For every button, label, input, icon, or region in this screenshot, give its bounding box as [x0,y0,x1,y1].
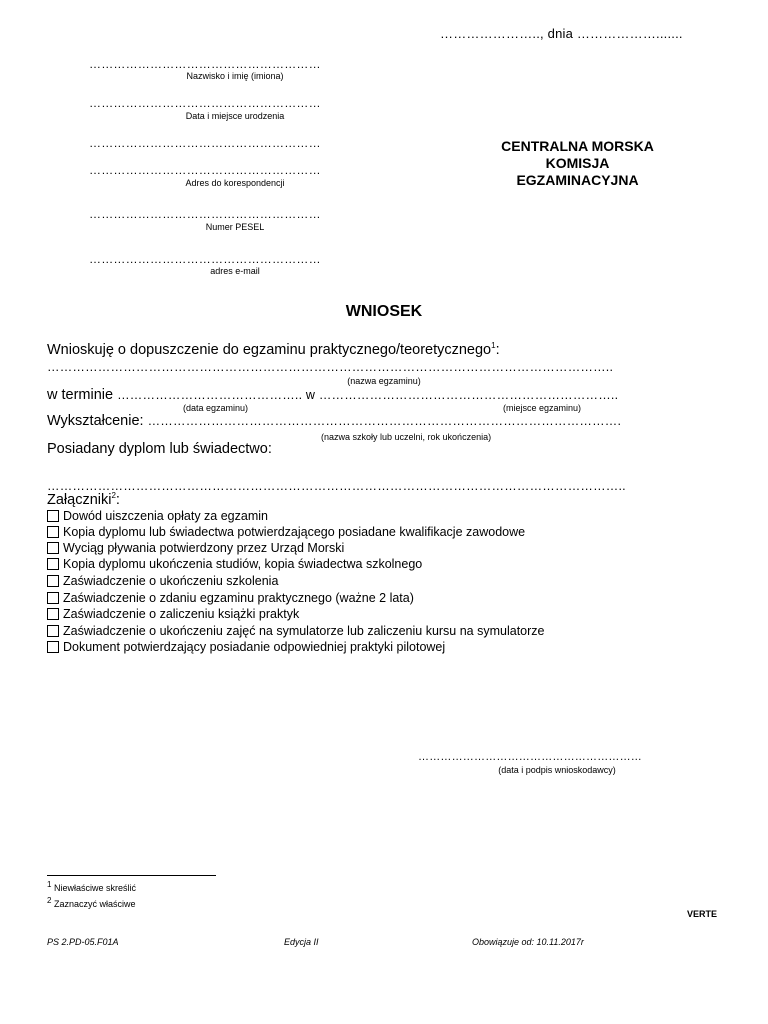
attachment-label: Zaświadczenie o ukończeniu zajęć na symulatorze lub zaliczeniu kursu na symulatorze [63,624,545,638]
attachment-item [47,639,445,655]
colon: : [115,491,120,508]
document-title: WNIOSEK [345,303,423,320]
attachment-item [47,524,525,540]
attachment-item [47,540,344,556]
attachment-checkbox[interactable] [47,625,59,637]
form-edition: Edycja II [284,937,319,947]
birth-label: Data i miejsce urodzenia [185,111,285,121]
education-row [47,413,621,429]
address-field-line1[interactable]: ………………………………………………… [89,136,321,150]
address-field-line2[interactable]: ………………………………………………… [89,163,321,177]
education-field[interactable]: …………………………………………………………………………………………………. [147,414,622,428]
request-text [47,341,500,358]
footnote-text: Niewłaściwe skreślić [53,883,136,893]
attachment-checkbox[interactable] [47,510,59,522]
attachment-checkbox[interactable] [47,592,59,604]
attachments-heading [47,491,120,508]
footnote-text: Zaznaczyć właściwe [53,899,136,909]
education-label: Wykształcenie: [47,413,144,429]
date-place-line[interactable]: ………………….., dnia ………………....... [440,26,683,41]
request-label: Wnioskuję o dopuszczenie do egzaminu praktycznego/teoretycznego [47,341,492,358]
name-field[interactable]: ………………………………………………… [89,57,321,71]
footnote-ref: 1 [491,341,496,350]
exam-date-caption: (data egzaminu) [183,403,249,413]
attachment-label: Kopia dyplomu lub świadectwa potwierdzającego posiadane kwalifikacje zawodowe [63,525,526,539]
recipient-line: KOMISJA [545,155,610,171]
footnote-2 [47,896,136,909]
name-label: Nazwisko i imię (imiona) [186,71,284,81]
attachment-checkbox[interactable] [47,608,59,620]
address-label: Adres do korespondencji [185,178,285,188]
pesel-label: Numer PESEL [205,222,265,232]
term-label: w terminie [47,387,114,403]
attachment-checkbox[interactable] [47,526,59,538]
attachment-checkbox[interactable] [47,575,59,587]
attachment-label: Kopia dyplomu ukończenia studiów, kopia świadectwa szkolnego [63,557,423,571]
attachment-label: Wyciąg pływania potwierdzony przez Urząd Morski [63,541,345,555]
footnote-ref: 2 [111,491,116,500]
pesel-field[interactable]: ………………………………………………… [89,207,321,221]
email-field[interactable]: ………………………………………………… [89,252,321,266]
birth-field[interactable]: ………………………………………………… [89,96,321,110]
attachment-label: Zaświadczenie o zaliczeniu książki praktyk [63,607,300,621]
attachment-checkbox[interactable] [47,542,59,554]
attachments-label: Załączniki [47,491,112,508]
colon: : [495,341,500,358]
attachment-item [47,606,299,622]
recipient-line: CENTRALNA MORSKA [501,138,654,154]
signature-caption: (data i podpis wnioskodawcy) [498,765,616,775]
verte-label: VERTE [687,909,718,919]
form-code: PS 2.PD-05.F01A [47,937,119,947]
attachment-item [47,556,422,572]
attachment-item [47,573,278,589]
recipient-address [470,138,685,189]
term-row [47,387,618,403]
attachment-checkbox[interactable] [47,641,59,653]
footnote-number: 1 [47,880,52,889]
education-caption: (nazwa szkoły lub uczelni, rok ukończenia) [321,432,492,442]
email-label: adres e-mail [210,266,260,276]
exam-name-field[interactable]: …………………………………………………………………………………………………………………….. [47,360,614,374]
footnote-1 [47,880,136,893]
recipient-line: EGZAMINACYJNA [516,172,639,188]
diploma-label: Posiadany dyplom lub świadectwo: [47,441,272,457]
form-valid-from: Obowiązuje od: 10.11.2017r [472,937,584,947]
signature-field[interactable]: …………………………………………………… [418,751,642,763]
attachment-label: Zaświadczenie o ukończeniu szkolenia [63,574,279,588]
term-fields[interactable]: …………………………………….. w …………………………………………………………….. [117,388,619,402]
attachment-label: Dowód uiszczenia opłaty za egzamin [63,509,268,523]
attachment-item [47,623,545,639]
attachment-item [47,590,414,606]
attachment-label: Dokument potwierdzający posiadanie odpowiedniej praktyki pilotowej [63,640,446,654]
footnote-number: 2 [47,896,52,905]
attachment-item [47,508,268,524]
attachment-checkbox[interactable] [47,558,59,570]
footnote-divider [47,875,216,876]
diploma-field[interactable]: ……………………………………………………………………………………………………………………….. [47,479,626,493]
exam-name-caption: (nazwa egzaminu) [347,376,421,386]
exam-place-caption: (miejsce egzaminu) [503,403,582,413]
attachment-label: Zaświadczenie o zdaniu egzaminu praktycznego (ważne 2 lata) [63,591,414,605]
